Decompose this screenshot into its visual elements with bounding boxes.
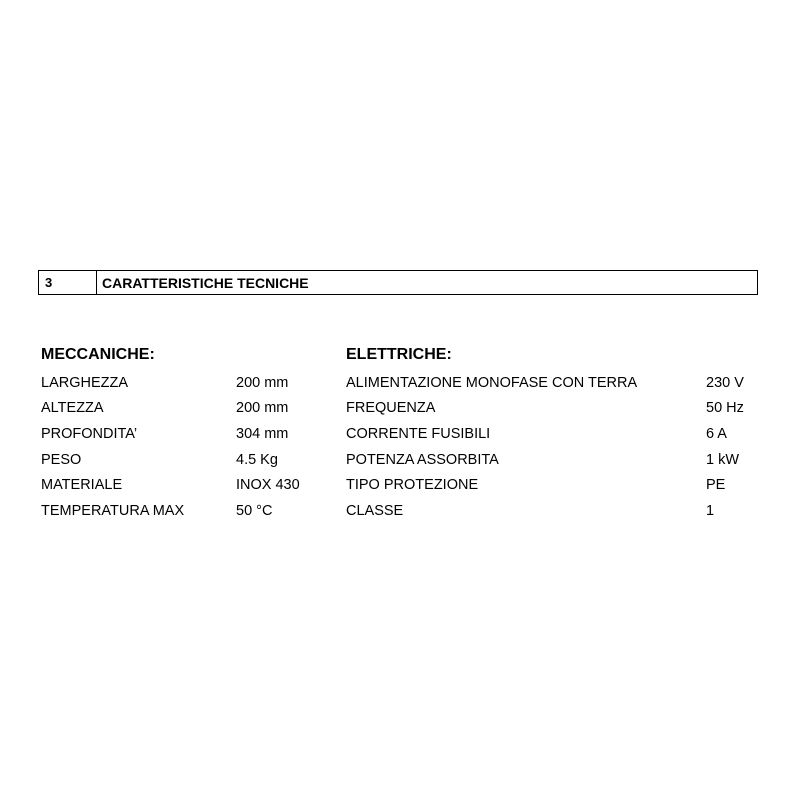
spec-label: CLASSE [346,502,404,519]
spec-value: 230 V [706,374,744,391]
mechanical-spec-list [41,370,331,524]
spec-row-alimentazione [346,370,766,396]
spec-row-altezza [41,396,331,422]
spec-label: MATERIALE [41,477,123,494]
spec-row-tipo-protezione [346,472,766,498]
spec-label: ALTEZZA [41,400,104,417]
spec-row-potenza-assorbita [346,447,766,473]
spec-value: 6 A [706,425,727,442]
spec-label: PESO [41,451,82,468]
section-header [38,270,758,295]
spec-label: PROFONDITA’ [41,425,138,442]
spec-row-frequenza [346,396,766,422]
spec-label: CORRENTE FUSIBILI [346,425,491,442]
spec-value: 1 [706,502,715,519]
spec-value: PE [706,477,726,494]
spec-label: POTENZA ASSORBITA [346,451,499,468]
spec-label: FREQUENZA [346,400,436,417]
spec-row-classe [346,498,766,524]
spec-label: LARGHEZZA [41,374,129,391]
spec-label: TEMPERATURA MAX [41,502,185,519]
electrical-heading: ELETTRICHE: [346,346,452,363]
spec-row-temperatura-max [41,498,331,524]
spec-value: 50 °C [236,502,273,519]
spec-value: INOX 430 [236,477,300,494]
spec-row-profondita [41,421,331,447]
spec-label: TIPO PROTEZIONE [346,477,479,494]
electrical-spec-list [346,370,766,524]
spec-value: 1 kW [706,451,740,468]
spec-row-peso [41,447,331,473]
spec-label: ALIMENTAZIONE MONOFASE CON TERRA [346,374,638,391]
section-number: 3 [39,271,97,294]
spec-value: 50 Hz [706,400,744,417]
section-title: CARATTERISTICHE TECNICHE [102,275,309,291]
spec-value: 200 mm [236,374,289,391]
spec-value: 200 mm [236,400,289,417]
spec-row-larghezza [41,370,331,396]
spec-value: 4.5 Kg [236,451,278,468]
spec-row-corrente-fusibili [346,421,766,447]
spec-value: 304 mm [236,425,289,442]
spec-row-materiale [41,472,331,498]
mechanical-heading: MECCANICHE: [41,346,155,363]
